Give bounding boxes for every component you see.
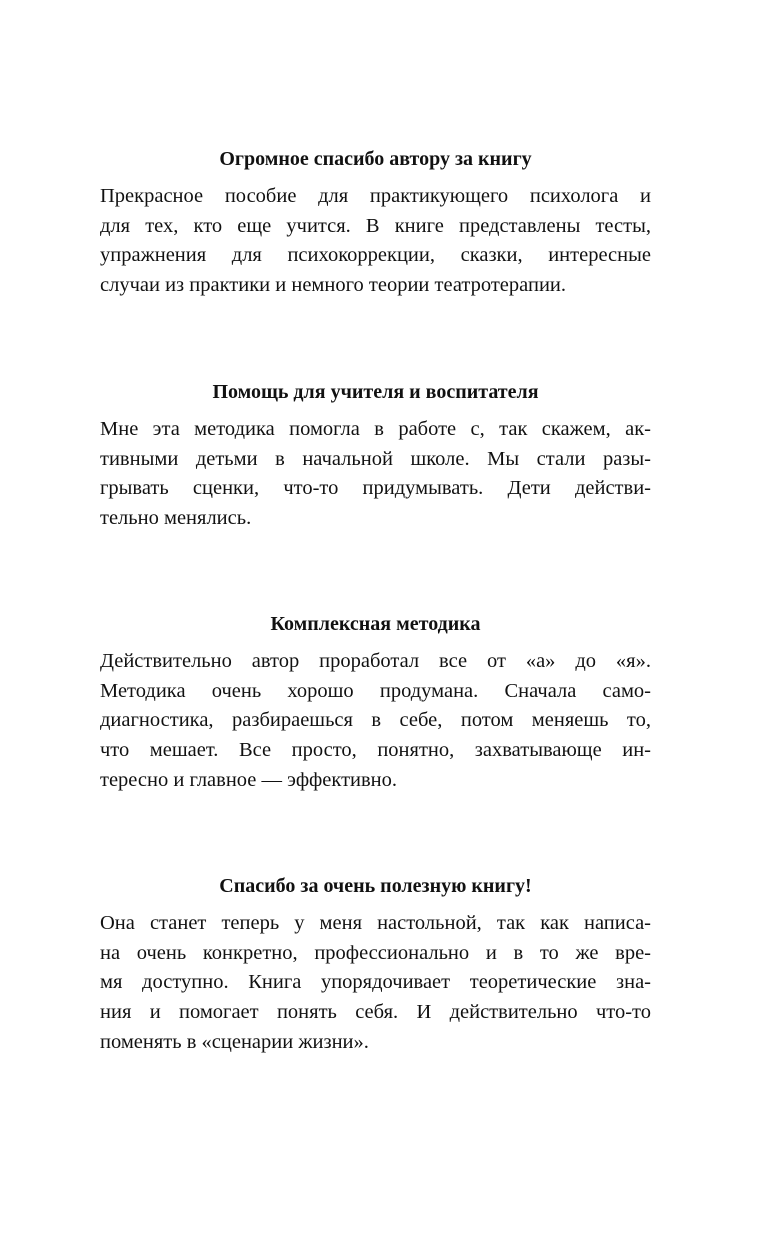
review-text-line: упражнения для психокоррекции, сказки, интересные [100,244,651,267]
review-text-line: случаи из практики и немного теории театротерапии. [100,274,567,297]
review-title: Огромное спасибо автору за книгу [219,148,532,170]
review-text-line: диагностика, разбираешься в себе, потом меняешь то, [100,709,651,732]
review-title: Спасибо за очень полезную книгу! [219,875,532,897]
review-text-line: для тех, кто еще учится. В книге представлены тесты, [100,214,651,237]
review-text-line: мя доступно. Книга упорядочивает теоретические зна- [100,971,651,994]
review-text-line: поменять в «сценарии жизни». [100,1030,369,1053]
review-text-line: тересно и главное — эффективно. [100,768,398,791]
review-3 [100,609,651,795]
review-title: Помощь для учителя и воспитателя [212,381,539,403]
review-4 [100,871,651,1057]
review-1 [100,144,651,301]
review-text-line: грывать сценки, что-то придумывать. Дети действи- [100,477,651,500]
review-text-line: Действительно автор проработал все от «а» до «я». [100,650,651,672]
review-text-line: Она станет теперь у меня настольной, так как написа- [100,912,651,934]
review-text-line: тивными детьми в начальной школе. Мы стали разы- [100,447,651,470]
review-text-line: Прекрасное пособие для практикующего психолога и [100,185,651,207]
review-text-line: на очень конкретно, профессионально и в то же вре- [100,941,651,964]
review-text-line: Мне эта методика помогла в работе с, так скажем, ак- [100,418,651,440]
review-text-line: тельно менялись. [100,507,252,530]
review-text-line: что мешает. Все просто, понятно, захватывающе ин- [100,739,651,762]
review-text-line: ния и помогает понять себя. И действительно что-то [100,1001,651,1024]
review-text-line: Методика очень хорошо продумана. Сначала само- [100,679,651,702]
review-title: Комплексная методика [270,613,481,635]
review-2 [100,377,651,534]
